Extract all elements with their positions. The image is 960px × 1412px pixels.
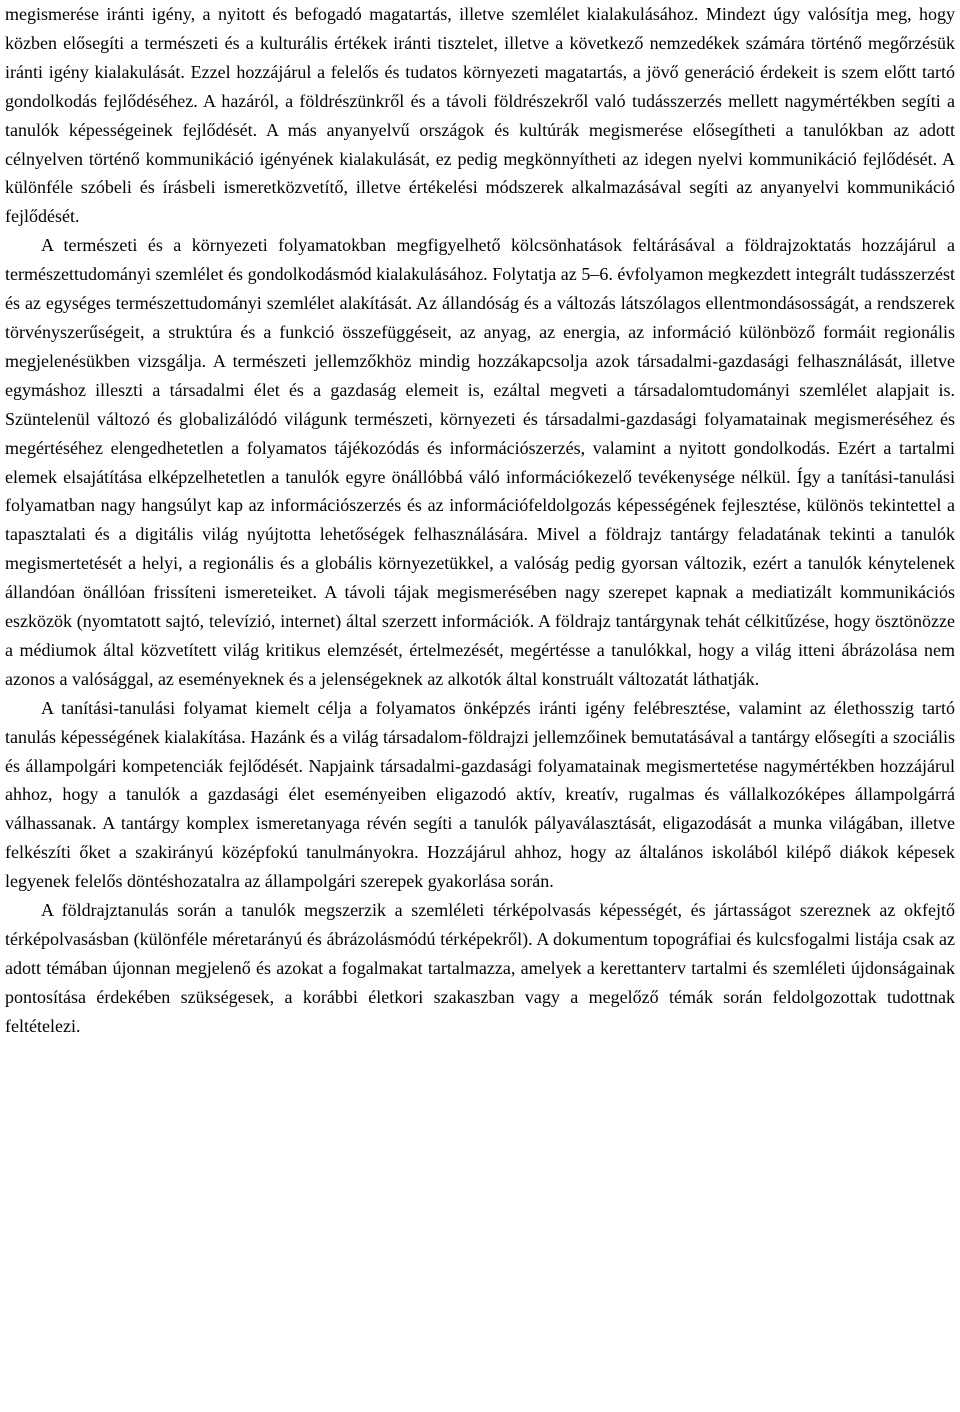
paragraph-4: A földrajztanulás során a tanulók megszerzik a szemléleti térképolvasás képességét, és jártasságot szereznek az okfejtő térképolvasásban (különféle méretarányú és ábrázolásmódú térképekről). A dokumentum topográfiai és kulcsfogalmi listája csak az adott témában újonnan megjelenő és azokat a fogalmakat tartalmazza, amelyek a kerettanterv tartalmi és szemléleti újdonságainak pontosítása érdekében szükségesek, a korábbi életkori szakaszban vagy a megelőző témák során feldolgozottak tudottnak feltételezi.	[5, 900, 955, 1036]
paragraph-2: A természeti és a környezeti folyamatokban megfigyelhető kölcsönhatások feltárásával a földrajzoktatás hozzájárul a természettudományi szemlélet és gondolkodásmód kialakulásához. Folytatja az 5–6. évfolyamon megkezdett integrált tudásszerzést és az egységes természettudományi szemlélet alakítását. Az állandóság és a változás látszólagos ellentmondásosságát, a rendszerek törvényszerűségeit, a struktúra és a funkció összefüggéseit, az anyag, az energia, az információ különböző formáit regionális megjelenésükben vizsgálja. A természeti jellemzőkhöz mindig hozzákapcsolja azok társadalmi-gazdasági felhasználását, illetve egymáshoz illeszti a társadalmi élet és a gazdaság elemeit is, ezáltal megveti a társadalomtudományi szemlélet alapjait is. Szüntelenül változó és globalizálódó világunk természeti, környezeti és társadalmi-gazdasági folyamatainak megismeréséhez és megértéséhez elengedhetetlen a folyamatos tájékozódás és információszerzés, valamint a nyitott gondolkodás. Ezért a tartalmi elemek elsajátítása elképzelhetetlen a tanulók egyre önállóbbá váló információkezelő tevékenysége nélkül. Így a tanítási-tanulási folyamatban nagy hangsúlyt kap az információszerzés és az információfeldolgozás képességének fejlesztése, különös tekintettel a tapasztalati és a digitális világ nyújtotta lehetőségek felhasználására. Mivel a földrajz tantárgy feladatának tekinti a tanulók megismertetését a helyi, a regionális és a globális környezetükkel, a valóság pedig gyorsan változik, ezért a tanulók kénytelenek állandóan önállóan frissíteni ismereteiket. A távoli tájak megismerésében nagy szerepet kapnak a mediatizált kommunikációs eszközök (nyomtatott sajtó, televízió, internet) által szerzett információk. A földrajz tantárgynak tehát célkitűzése, hogy ösztönözze a médiumok által közvetített világ kritikus elemzését, értelmezését, megértésse a tanulókkal, hogy a világ itteni ábrázolása nem azonos a valósággal, az eseményeknek és a jelenségeknek az alkotók által konstruált változatát láthatják.	[5, 235, 955, 689]
paragraph-3: A tanítási-tanulási folyamat kiemelt célja a folyamatos önképzés iránti igény felébresztése, valamint az élethosszig tartó tanulás képességének kialakítása. Hazánk és a világ társadalom-földrajzi jellemzőinek bemutatásával a tantárgy elősegíti a szociális és állampolgári kompetenciák fejlődését. Napjaink társadalmi-gazdasági folyamatainak megismertetése nagymértékben hozzájárul ahhoz, hogy a tanulók a gazdasági élet eseményeiben eligazodó aktív, kreatív, rugalmas és vállalkozóképes állampolgárrá válhassanak. A tantárgy komplex ismeretanyaga révén segíti a tanulók pályaválasztását, eligazodását a munka világában, illetve felkészíti őket a szakirányú középfokú tanulmányokra. Hozzájárul ahhoz, hogy az általános iskolából kilépő diákok képesek legyenek felelős döntéshozatalra az állampolgári szerepek gyakorlása során.	[5, 697, 955, 892]
paragraph-1: megismerése iránti igény, a nyitott és befogadó magatartás, illetve szemlélet kialakulásához. Mindezt úgy valósítja meg, hogy közben elősegíti a természeti és a kulturális értékek iránti tisztelet, illetve a következő nemzedékek számára történő megőrzésük iránti igény kialakulását. Ezzel hozzájárul a felelős és tudatos környezeti magatartás, a jövő generáció érdekeit is szem előtt tartó gondolkodás fejlődéséhez. A hazáról, a földrészünkről és a távoli földrészekről való tudásszerzés mellett nagymértékben segíti a tanulók képességeinek fejlődését. A más anyanyelvű országok és kultúrák megismerése elősegítheti a tanulókban az adott célnyelven történő kommunikáció igényének kialakulását, ez pedig megkönnyítheti az idegen nyelvi kommunikáció fejlődését. A különféle szóbeli és írásbeli ismeretközvetítő, illetve értékelési módszerek alkalmazásával segíti az anyanyelvi kommunikáció fejlődését.	[5, 4, 955, 227]
